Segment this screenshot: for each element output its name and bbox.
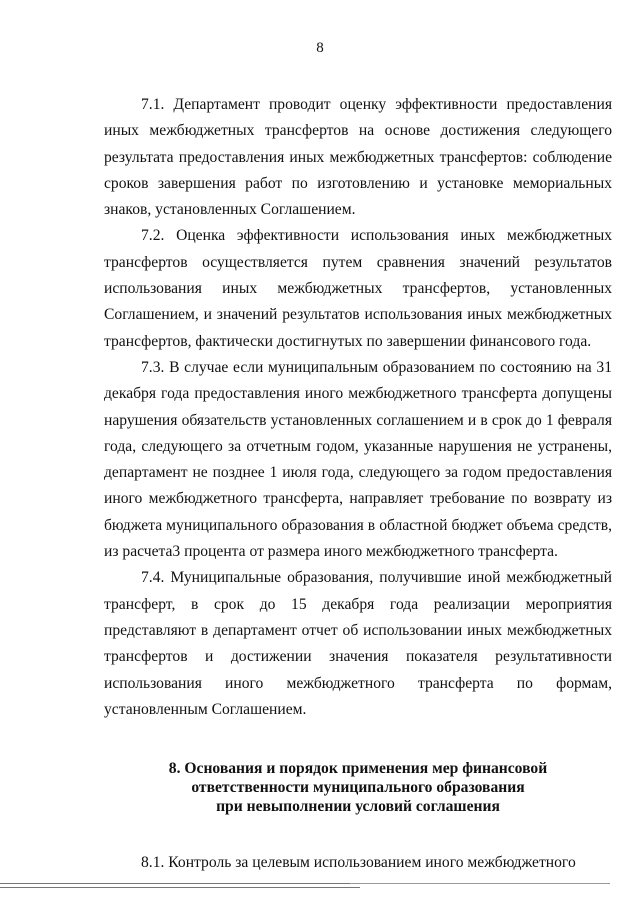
bottom-scan-line-secondary bbox=[0, 887, 360, 888]
bottom-scan-line-right bbox=[350, 883, 610, 884]
paragraph-7-3: 7.3. В случае если муниципальным образованием по состоянию на 31 декабря года предоставления иного межбюджетного трансферта допущены нарушения обязательств установленных соглашением и в срок до 1 февраля года, следующего за отчетным годом, указанные нарушения не устранены, департамент не позднее 1 июля года, следующего за годом предоставления иного межбюджетного трансферта, направляет требование по возврату из бюджета муниципального образования в областной бюджет объема средств, из расчета3 процента от размера иного межбюджетного трансферта. bbox=[104, 358, 612, 561]
bottom-scan-line bbox=[0, 883, 360, 884]
section-8-heading-line-2: ответственности муниципального образования bbox=[191, 779, 525, 797]
section-8-heading-line-3: при невыполнении условий соглашения bbox=[216, 798, 500, 816]
paragraph-7-2: 7.2. Оценка эффективности использования иных межбюджетных трансфертов осуществляется путем сравнения значений результатов использования иных межбюджетных трансфертов, установленных Соглашением, и значений результатов использования иных межбюджетных трансфертов, фактически достигнутых по завершении финансового года. bbox=[104, 227, 612, 350]
page-number: 8 bbox=[316, 40, 324, 56]
section-8-heading bbox=[104, 759, 612, 816]
paragraph-7-4: 7.4. Муниципальные образования, получившие иной межбюджетный трансферт, в срок до 15 декабря года реализации мероприятия представляют в департамент отчет об использовании иных межбюджетных трансфертов и достижении значения показателя результативности использования иного межбюджетного трансферта по формам, установленным Соглашением. bbox=[104, 569, 612, 718]
document-body bbox=[104, 92, 612, 876]
paragraph-8-1: 8.1. Контроль за целевым использованием иного межбюджетного bbox=[141, 854, 576, 872]
section-8-heading-line-1: 8. Основания и порядок применения мер финансовой bbox=[168, 760, 548, 778]
paragraph-7-1: 7.1. Департамент проводит оценку эффективности предоставления иных межбюджетных трансфертов на основе достижения следующего результата предоставления иных межбюджетных трансфертов: соблюдение сроков завершения работ по изготовлению и установке мемориальных знаков, установленных Соглашением. bbox=[104, 96, 612, 219]
